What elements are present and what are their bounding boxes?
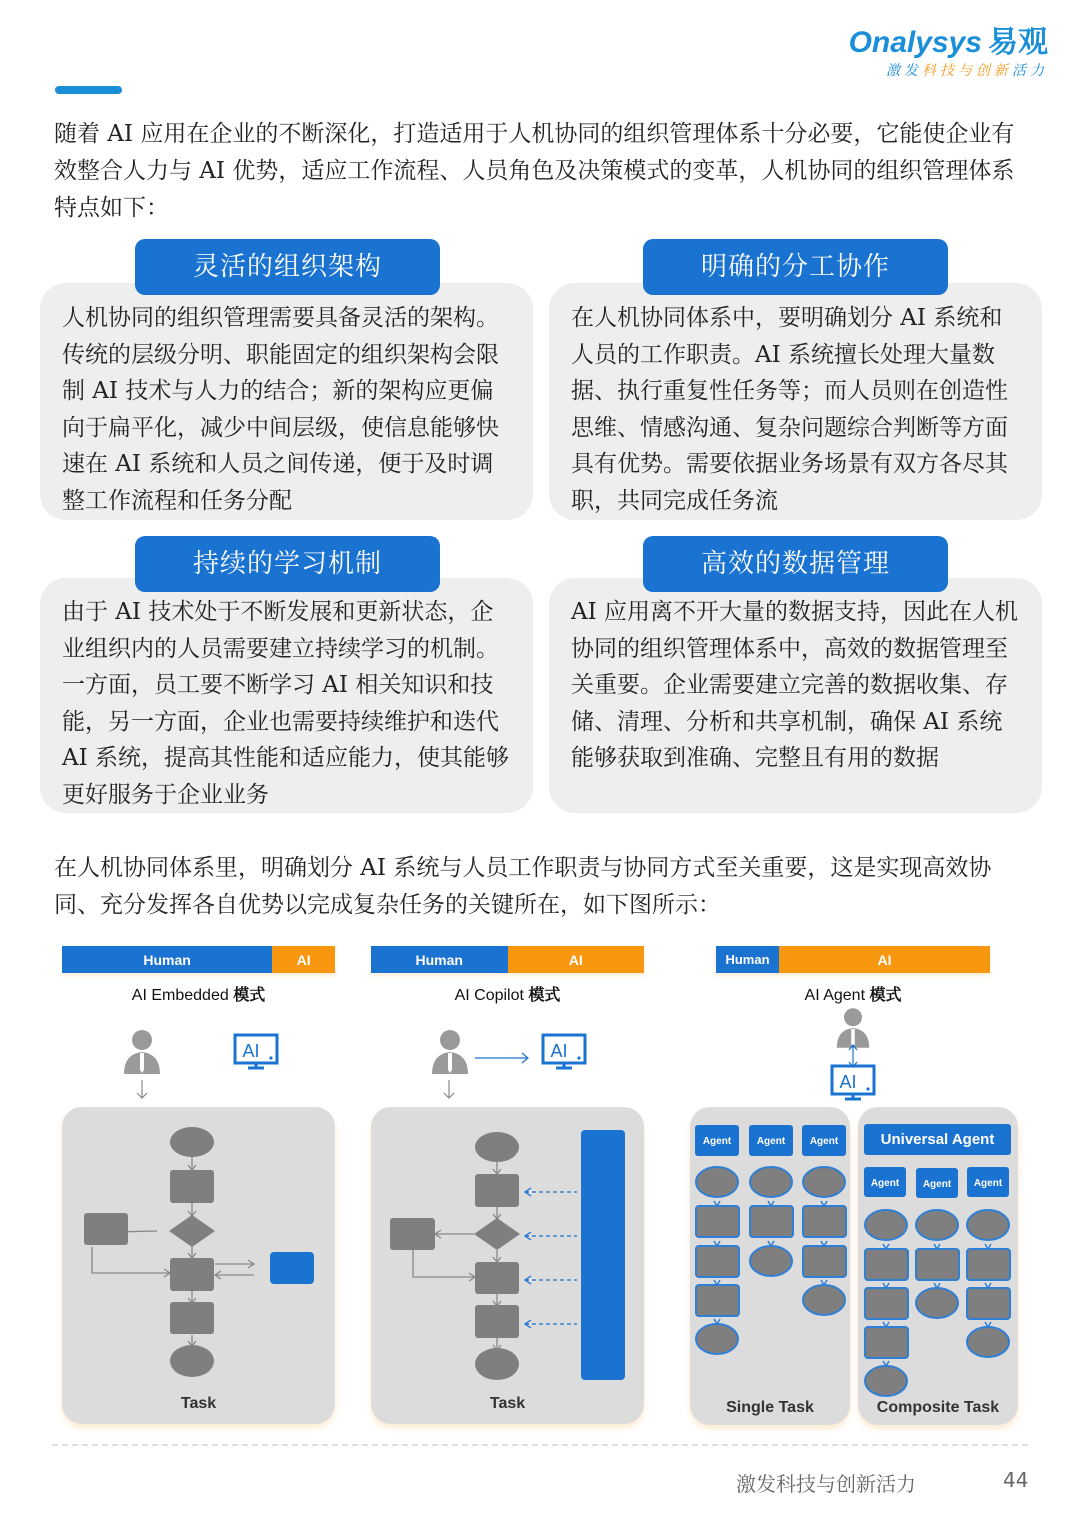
- card-title-flexible-org: 灵活的组织架构: [135, 239, 440, 295]
- task-panel-embedded: [62, 1107, 335, 1424]
- person-icon: [122, 1028, 162, 1076]
- mode-name-en: AI Agent: [804, 987, 866, 1004]
- mode-name-zh: 模式: [528, 985, 561, 1004]
- human-share: Human: [371, 946, 508, 973]
- section-accent-bar: [55, 86, 122, 94]
- transition-paragraph: 在人机协同体系里，明确划分 AI 系统与人员工作职责与协同方式至关重要，这是实现高效协同、充分发挥各自优势以完成复杂任务的关键所在，如下图所示：: [54, 855, 992, 918]
- ai-share: AI: [508, 946, 645, 973]
- brand-logo: [838, 26, 1048, 82]
- share-bar-copilot: [371, 946, 644, 973]
- ai-monitor-icon: [233, 1033, 279, 1071]
- mode-name-zh: 模式: [869, 985, 902, 1004]
- agent-label: Agent: [756, 1136, 786, 1147]
- logo-slogan: [838, 60, 1048, 82]
- agent-label: Agent: [809, 1136, 839, 1147]
- card-body-text: 在人机协同体系中，要明确划分 AI 系统和人员的工作职责。AI 系统擅长处理大量数据、执行重复性任务等；而人员则在创造性思维、情感沟通、复杂问题综合判断等方面具有优势。需要依据业务场景有双方各尽其职，共同完成任务流: [571, 305, 1008, 514]
- svg-text:AI: AI: [550, 1041, 568, 1061]
- arrow-down-icon: [443, 1080, 455, 1100]
- footer-divider: [52, 1444, 1028, 1446]
- universal-agent-box: Universal Agent: [864, 1124, 1011, 1155]
- card-body-text: 由于 AI 技术处于不断发展和更新状态，企业组织内的人员需要建立持续学习的机制。一方面，员工要不断学习 AI 相关知识和技能，另一方面，企业也需要持续维护和迭代AI 系统，提高其性能和适应能力，使其能够更好服务于企业业务: [62, 599, 510, 808]
- mode-title-embedded: [62, 982, 335, 1005]
- human-share: Human: [62, 946, 272, 973]
- single-task-flows: [690, 1107, 850, 1425]
- arrow-down-icon: [136, 1080, 148, 1100]
- flowchart-copilot: [371, 1107, 644, 1424]
- agent-label: Agent: [973, 1178, 1003, 1189]
- mode-name-en: AI Embedded: [131, 987, 229, 1004]
- mode-title-agent: [716, 982, 990, 1005]
- share-bar-agent: [716, 946, 990, 973]
- card-title-continuous-learning: 持续的学习机制: [135, 536, 440, 592]
- svg-text:AI: AI: [242, 1041, 260, 1061]
- card-title-data-management: 高效的数据管理: [643, 536, 948, 592]
- svg-text:AI: AI: [839, 1072, 857, 1092]
- agent-label: Agent: [702, 1136, 732, 1147]
- panel-label: Task: [489, 1395, 526, 1412]
- composite-task-flows: [858, 1107, 1018, 1425]
- arrow-right-icon: [475, 1052, 531, 1064]
- logo-zh: 易观: [988, 25, 1048, 60]
- mode-name-zh: 模式: [233, 985, 266, 1004]
- ai-monitor-icon: [830, 1064, 876, 1102]
- footer-slogan: 激发科技与创新活力: [736, 1472, 916, 1496]
- slogan-part: 活力: [1012, 63, 1048, 79]
- flowchart-embedded: [62, 1107, 335, 1424]
- card-body-text: AI 应用离不开大量的数据支持，因此在人机协同的组织管理体系中，高效的数据管理至关重要。企业需要建立完善的数据收集、存储、清理、分析和共享机制，确保 AI 系统能够获取到准确、完整且有用的数据: [571, 599, 1019, 772]
- single-task-panel: [690, 1107, 850, 1425]
- composite-task-panel: [858, 1107, 1018, 1425]
- ai-monitor-icon: [541, 1033, 587, 1071]
- page-number: 44: [1003, 1468, 1029, 1492]
- mode-title-copilot: [371, 982, 644, 1005]
- logo-en: Onalysys: [848, 26, 982, 59]
- logo-wordmark: [838, 26, 1048, 60]
- intro-paragraph: 随着 AI 应用在企业的不断深化，打造适用于人机协同的组织管理体系十分必要，它能使企业有效整合人力与 AI 优势，适应工作流程、人员角色及决策模式的变革，人机协同的组织管理体系特点如下：: [54, 121, 1015, 221]
- slogan-part: 激发: [886, 63, 922, 79]
- person-icon: [430, 1028, 470, 1076]
- panel-label: Single Task: [726, 1399, 814, 1416]
- ai-share: AI: [272, 946, 335, 973]
- agent-label: Agent: [922, 1179, 952, 1190]
- card-title-clear-division: 明确的分工协作: [643, 239, 948, 295]
- slogan-part: 科技与创新: [922, 63, 1012, 79]
- card-body-text: 人机协同的组织管理需要具备灵活的架构。传统的层级分明、职能固定的组织架构会限制 AI 技术与人力的结合；新的架构应更偏向于扁平化，减少中间层级，使信息能够快速在 AI 系统和人员之间传递，便于及时调整工作流程和任务分配: [62, 305, 499, 514]
- task-panel-copilot: [371, 1107, 644, 1424]
- mode-name-en: AI Copilot: [454, 987, 524, 1004]
- human-share: Human: [716, 946, 779, 973]
- ai-share: AI: [779, 946, 990, 973]
- panel-label: Composite Task: [876, 1399, 1000, 1416]
- agent-label: Agent: [870, 1178, 900, 1189]
- panel-label: Task: [180, 1395, 217, 1412]
- share-bar-embedded: [62, 946, 335, 973]
